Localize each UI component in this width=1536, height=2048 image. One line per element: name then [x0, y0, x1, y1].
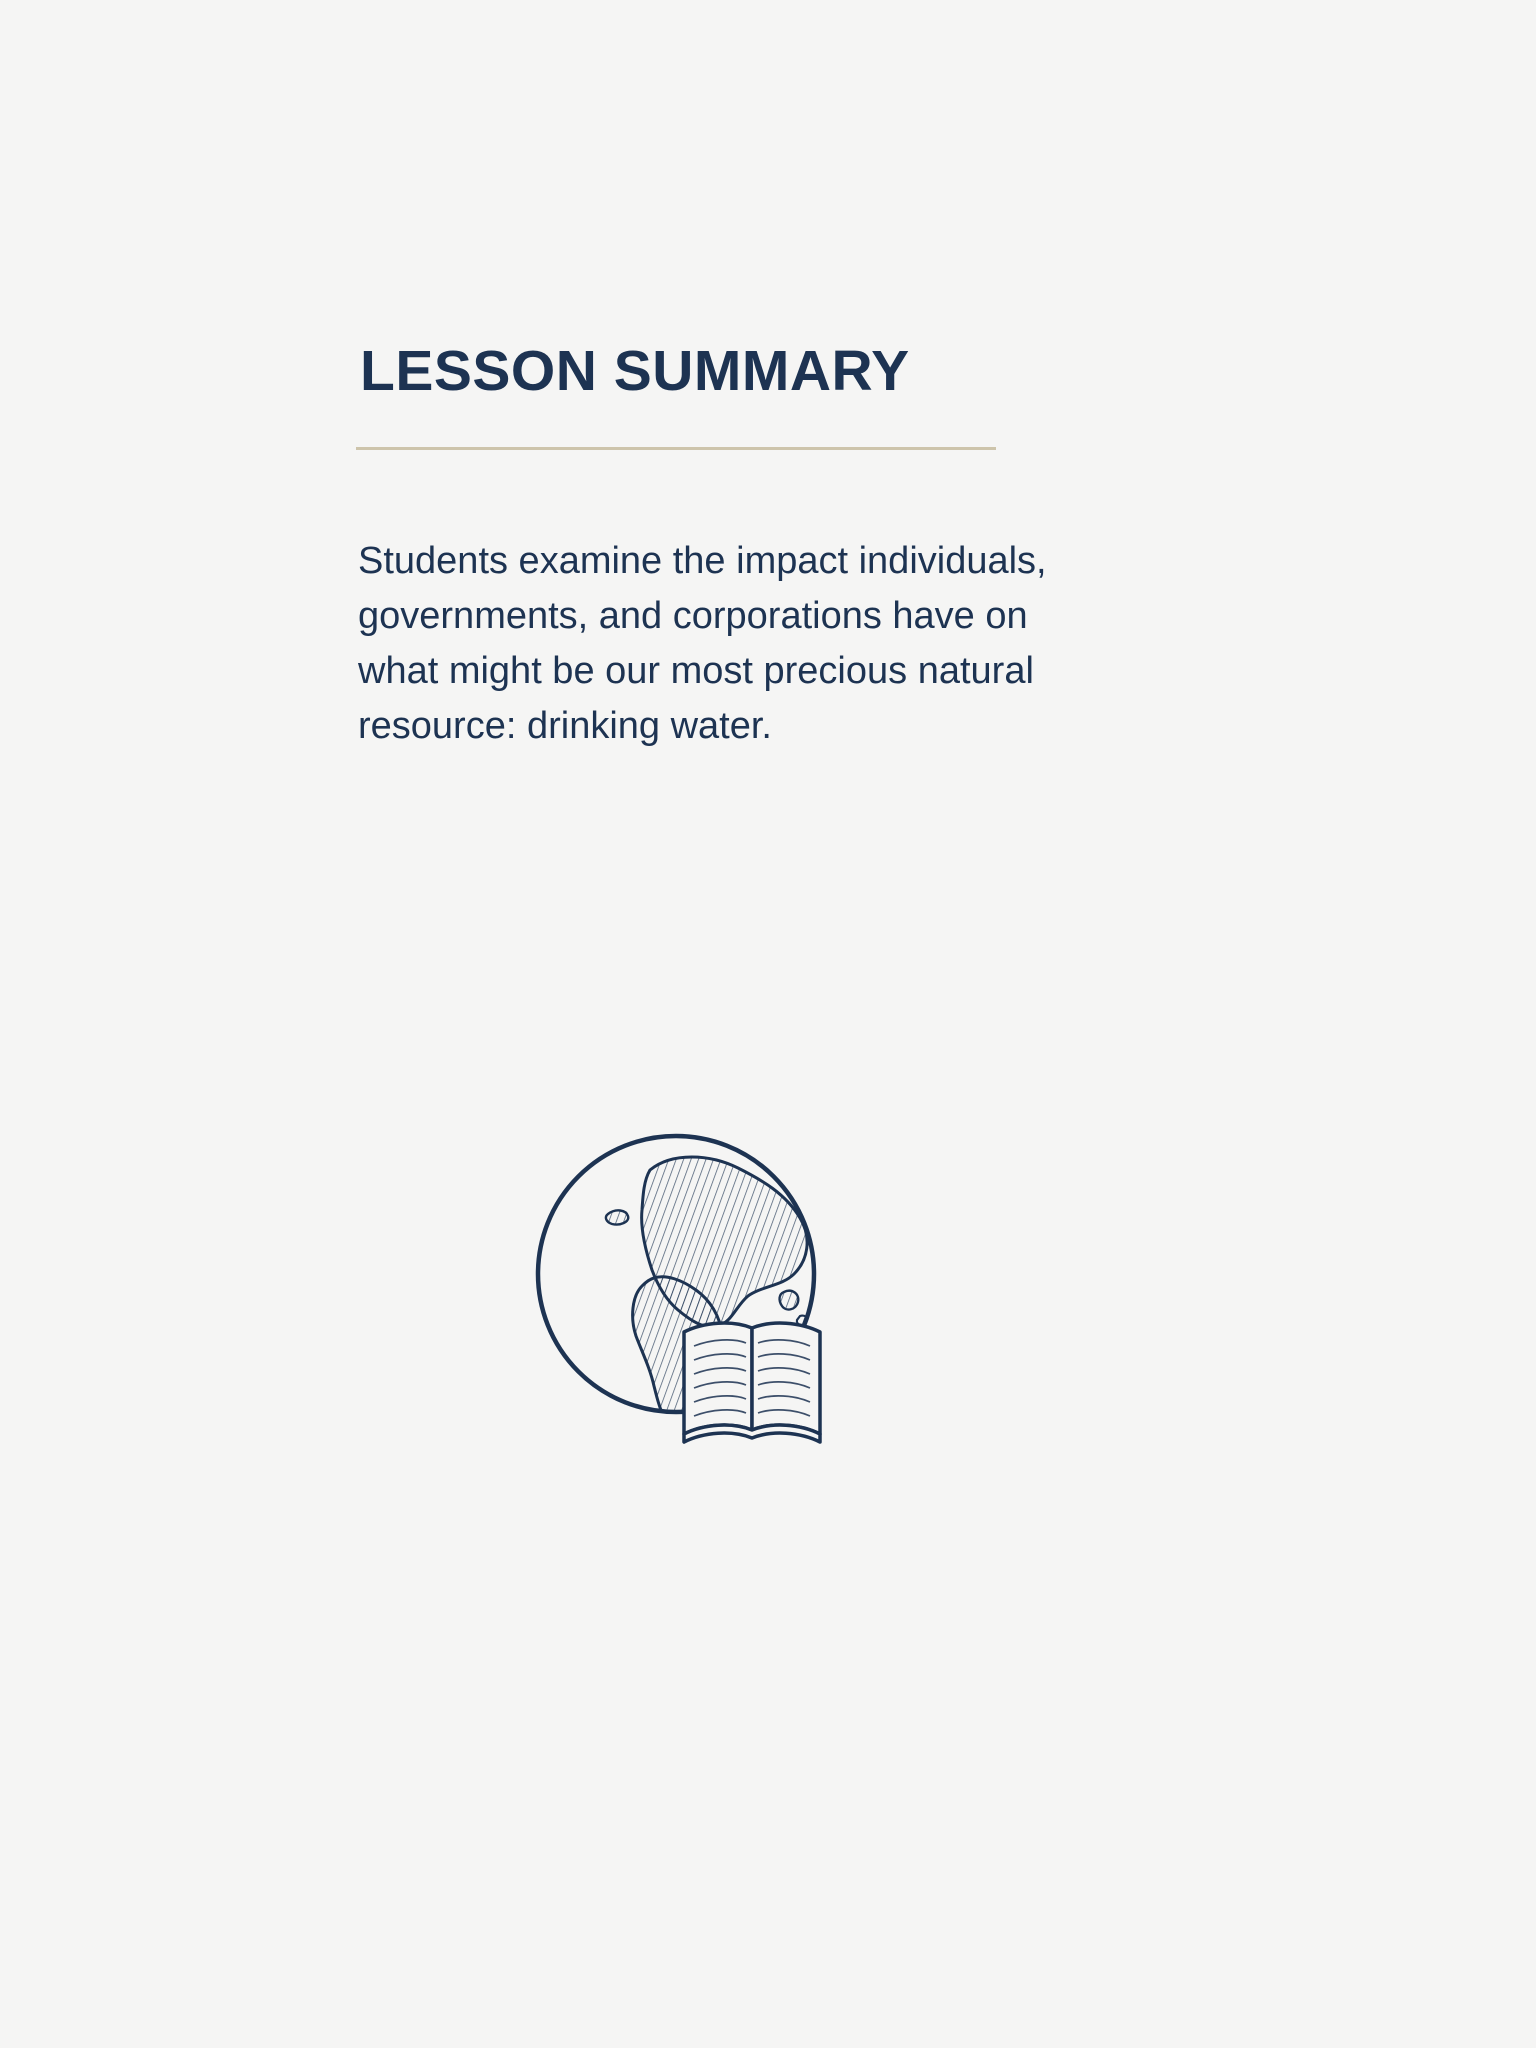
page-title: LESSON SUMMARY [360, 339, 910, 403]
lesson-summary-content [356, 340, 1116, 792]
title-divider [356, 447, 996, 450]
globe-with-open-book-icon [500, 1110, 860, 1470]
summary-paragraph: Students examine the impact individuals, governments, and corporations have on what might be our most precious natural resource: drinking water. [358, 539, 1047, 747]
